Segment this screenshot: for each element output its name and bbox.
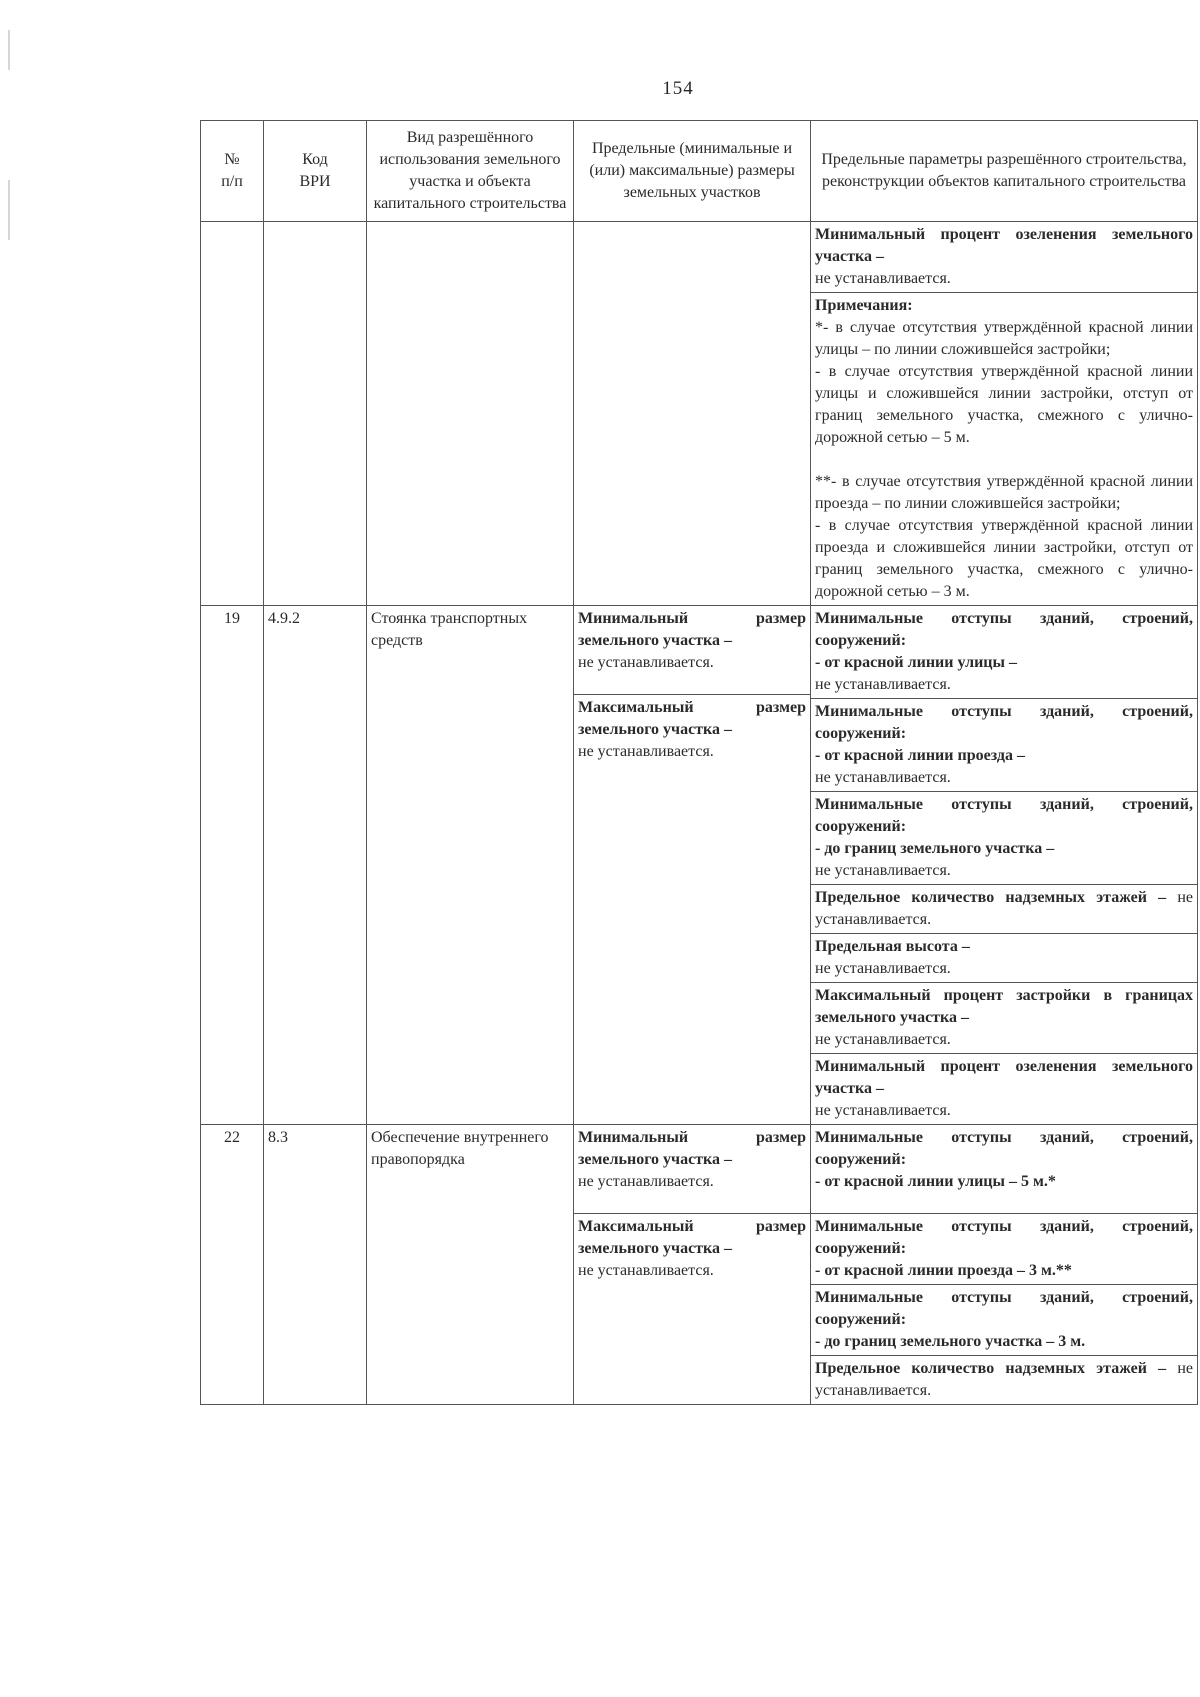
scan-artifact (8, 30, 10, 70)
header-size: Предельные (минимальные и (или) максимальные) размеры земельных участков (574, 121, 811, 222)
header-num: № п/п (201, 121, 264, 222)
notes-block (811, 293, 1197, 605)
row-code: 4.9.2 (264, 606, 367, 1125)
row-code: 8.3 (264, 1125, 367, 1405)
header-params: Предельные параметры разрешённого строительства, реконструкции объектов капитального строительства (811, 121, 1198, 222)
params-cell (811, 606, 1198, 1125)
param-block: Минимальный процент озеленения земельного участка – не устанавливается. (815, 1058, 1193, 1119)
params-cell (811, 222, 1198, 606)
row-num: 22 (201, 1125, 264, 1405)
param-block: Минимальные отступы зданий, строений, сооружений: - до границ земельного участка – 3 м. (811, 1285, 1197, 1356)
max-size-block: Максимальный размер земельного участка – не устанавливается. (578, 1218, 806, 1279)
param-block: Предельное количество надземных этажей – не устанавливается. (811, 885, 1197, 934)
note-line: *- в случае отсутствия утверждённой красной линии улицы – по линии сложившейся застройки; (815, 319, 1193, 358)
note-line: **- в случае отсутствия утверждённой красной линии проезда – по линии сложившейся застройки; (815, 473, 1193, 512)
param-block: Предельное количество надземных этажей – не устанавливается. (815, 1360, 1193, 1399)
min-size-block: Минимальный размер земельного участка – не устанавливается. (574, 606, 810, 695)
param-block: Минимальные отступы зданий, строений, сооружений: - от красной линии проезда – не устанавливается. (811, 699, 1197, 792)
scan-artifact (8, 180, 10, 240)
regulations-table (200, 120, 1198, 1405)
min-size-block: Минимальный размер земельного участка – не устанавливается. (574, 1125, 810, 1214)
row-num: 19 (201, 606, 264, 1125)
table-row-19 (201, 606, 1198, 1125)
table-row-22 (201, 1125, 1198, 1405)
note-line: - в случае отсутствия утверждённой красной линии улицы и сложившейся линии застройки, отступ от границ земельного участка, смежного с улично-дорожной сетью – 5 м. (815, 363, 1193, 446)
note-line: - в случае отсутствия утверждённой красной линии проезда и сложившейся линии застройки, отступ от границ земельного участка, смежного с улично-дорожной сетью – 3 м. (815, 517, 1193, 600)
param-block: Минимальный процент озеленения земельного участка – не устанавливается. (811, 222, 1197, 293)
size-cell (574, 1125, 811, 1405)
size-cell (574, 606, 811, 1125)
row-kind: Стоянка транспортных средств (367, 606, 574, 1125)
table-row-continuation (201, 222, 1198, 606)
header-code: Код ВРИ (264, 121, 367, 222)
page-number: 154 (662, 78, 694, 99)
param-block: Минимальные отступы зданий, строений, сооружений: - до границ земельного участка – не устанавливается. (811, 792, 1197, 885)
row-kind: Обеспечение внутреннего правопорядка (367, 1125, 574, 1405)
param-block: Предельная высота – не устанавливается. (811, 934, 1197, 983)
param-block: Максимальный процент застройки в границах земельного участка – не устанавливается. (811, 983, 1197, 1054)
params-cell (811, 1125, 1198, 1405)
notes-title: Примечания: (815, 297, 913, 314)
param-block: Минимальные отступы зданий, строений, сооружений: - от красной линии проезда – 3 м.** (811, 1214, 1197, 1285)
header-kind: Вид разрешённого использования земельного участка и объекта капитального строительства (367, 121, 574, 222)
document-body (200, 120, 1193, 1405)
max-size-block: Максимальный размер земельного участка – не устанавливается. (578, 699, 806, 760)
param-block: Минимальные отступы зданий, строений, сооружений: - от красной линии улицы – 5 м.* (811, 1125, 1197, 1214)
table-header-row (201, 121, 1198, 222)
param-block: Минимальные отступы зданий, строений, сооружений: - от красной линии улицы – не устанавливается. (811, 606, 1197, 699)
